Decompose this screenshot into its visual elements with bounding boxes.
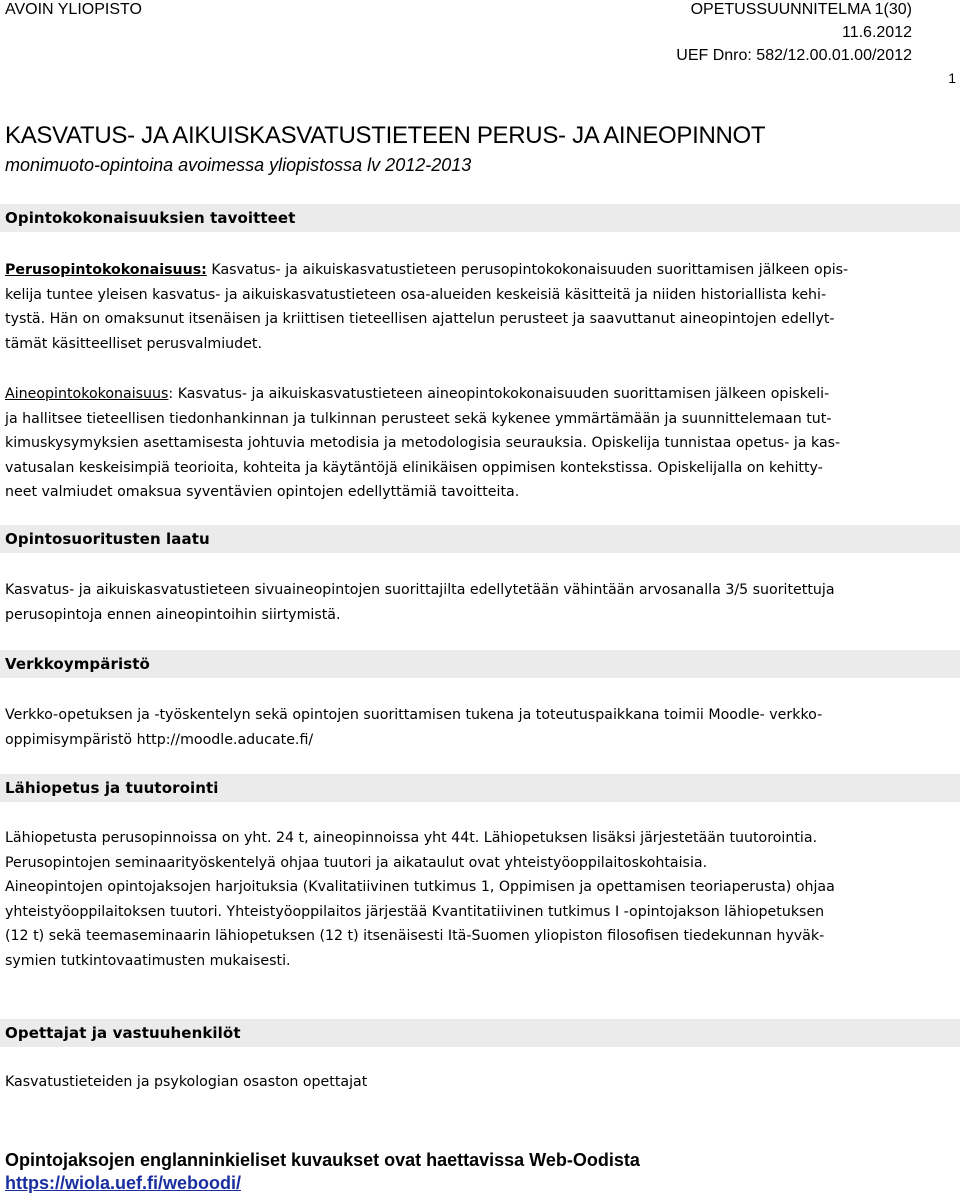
document-date: 11.6.2012 (842, 24, 912, 41)
section-heading-quality: Opintosuoritusten laatu (0, 525, 960, 553)
document-info (676, 0, 912, 69)
organization-name: AVOIN YLIOPISTO (5, 1, 142, 18)
document-title: KASVATUS- JA AIKUISKASVATUSTIETEEN PERUS- JA AINEOPINNOT (5, 122, 766, 149)
weboodi-link[interactable]: https://wiola.uef.fi/weboodi/ (5, 1173, 241, 1193)
section-heading-teachers: Opettajat ja vastuuhenkilöt (0, 1019, 960, 1047)
weboodi-note: Opintojaksojen englanninkieliset kuvaukset ovat haettavissa Web-Oodista (5, 1150, 640, 1170)
document-register-number: UEF Dnro: 582/12.00.01.00/2012 (676, 47, 912, 64)
document-type-line: OPETUSSUUNNITELMA 1(30) (690, 1, 912, 18)
paragraph-intermediate-studies: Aineopintokokonaisuus: Kasvatus- ja aikuiskasvatustieteen aineopintokokonaisuuden suorittamisen jälkeen opiskeli- ja hallitsee tieteellisen tiedonhankinnan ja tulkinnan perusteet sekä kykenee ymmärtämään ja suunnittelemaan tut- kimuskysymyksien asettamisesta johtuvia metodisia ja metodologisia seurauksia. Opiskelija tunnistaa opetus- ja kas- vatusalan keskeisimpiä teorioita, kohteita ja käytäntöjä elinikäisen oppimisen kontekstissa. Opiskelijalla on kehitty- neet valmiudet omaksua syventävien opintojen edellyttämiä tavoitteita. (5, 386, 841, 500)
paragraph-quality: Kasvatus- ja aikuiskasvatustieteen sivuaineopintojen suorittajilta edellytetään vähintään arvosanalla 3/5 suoritettuja perusopintoja ennen aineopintoihin siirtymistä. (5, 582, 835, 623)
section-heading-web: Verkkoympäristö (0, 650, 960, 678)
label-basic-studies: Perusopintokokonaisuus: (5, 262, 207, 278)
section-heading-contact-teaching: Lähiopetus ja tuutorointi (0, 774, 960, 802)
paragraph-web: Verkko-opetuksen ja -työskentelyn sekä opintojen suorittamisen tukena ja toteutuspaikkana toimii Moodle- verkko- oppimisympäristö http://moodle.aducate.fi/ (5, 707, 823, 748)
page-number: 1 (948, 70, 956, 86)
paragraph-teachers: Kasvatustieteiden ja psykologian osaston opettajat (5, 1074, 368, 1090)
label-intermediate-studies: Aineopintokokonaisuus (5, 386, 169, 402)
document-subtitle: monimuoto-opintoina avoimessa yliopistossa lv 2012-2013 (5, 155, 472, 175)
paragraph-basic-studies: Perusopintokokonaisuus: Kasvatus- ja aikuiskasvatustieteen perusopintokokonaisuuden suorittamisen jälkeen opis- kelija tuntee yleisen kasvatus- ja aikuiskasvatustieteen osa-alueiden keskeisiä käsitteitä ja niiden historiallista kehi- tystä. Hän on omaksunut itsenäisen ja kriittisen tieteellisen ajattelun perusteet ja saavuttanut aineopintojen edellyt- tämät käsitteelliset perusvalmiudet. (5, 262, 849, 352)
paragraph-contact-teaching: Lähiopetusta perusopinnoissa on yht. 24 t, aineopinnoissa yht 44t. Lähiopetuksen lisäksi järjestetään tuutorointia. Perusopintojen seminaarityöskentelyä ohjaa tuutori ja aikataulut ovat yhteistyöoppilaitoskohtaisia. Aineopintojen opintojaksojen harjoituksia (Kvalitatiivinen tutkimus 1, Oppimisen ja opettamisen teoriaperusta) ohjaa yhteistyöoppilaitoksen tuutori. Yhteistyöoppilaitos järjestää Kvantitatiivinen tutkimus I -opintojakson lähiopetuksen (12 t) sekä teemaseminaarin lähiopetuksen (12 t) itsenäisesti Itä-Suomen yliopiston filosofisen tiedekunnan hyväk- symien tutkintovaatimusten mukaisesti. (5, 830, 835, 969)
section-heading-goals: Opintokokonaisuuksien tavoitteet (0, 204, 960, 232)
